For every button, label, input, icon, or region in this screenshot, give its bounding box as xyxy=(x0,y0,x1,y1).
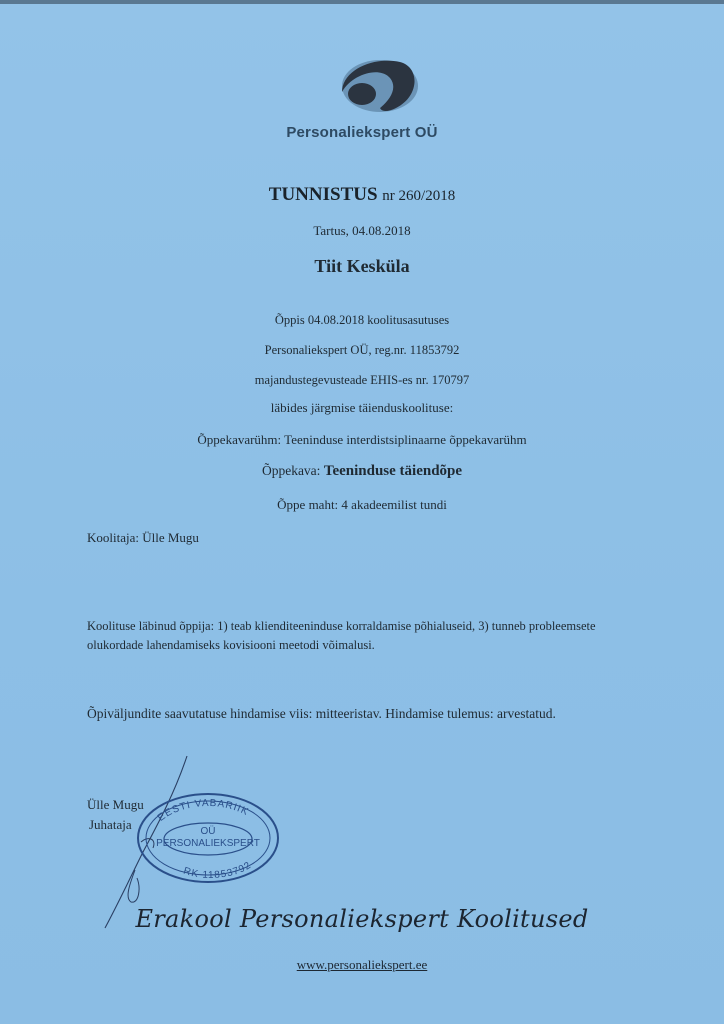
title-text: TUNNISTUS xyxy=(268,184,378,205)
recipient-name: Tiit Kesküla xyxy=(314,256,410,276)
place-date: Tartus, 04.08.2018 xyxy=(313,223,411,238)
stamp-middle-small: OÜ xyxy=(200,826,216,837)
study-volume: Õppe maht: 4 akadeemilist tundi xyxy=(277,497,447,512)
curriculum-label: Õppekava: xyxy=(261,463,321,478)
website-link[interactable]: www.personaliekspert.ee xyxy=(296,957,428,972)
curriculum-name: Teeninduse täiendõpe xyxy=(323,463,463,479)
trainer: Koolitaja: Ülle Mugu xyxy=(87,530,199,545)
company-logo-icon xyxy=(328,52,420,122)
ehis-line: majandustegevusteade EHIS-es nr. 170797 xyxy=(254,373,470,387)
training-intro: läbides järgmise täienduskoolituse: xyxy=(270,400,454,415)
certificate-number: nr 260/2018 xyxy=(382,188,456,204)
curriculum xyxy=(0,463,724,480)
learning-outcomes: Koolituse läbinud õppija: 1) teab klienditeeninduse korraldamise põhialuseid, 3) tunneb probleemsete olukordade lahendamiseks kovisiooni meetodi võimalusi. xyxy=(87,619,596,652)
company-stamp xyxy=(132,788,284,888)
institution-line: Personaliekspert OÜ, reg.nr. 11853792 xyxy=(264,343,460,357)
curriculum-group: Õppekavarühm: Teeninduse interdistsiplinaarne õppekavarühm xyxy=(197,432,527,447)
stamp-top-text: EESTI VABARIIK xyxy=(155,797,251,824)
signer-role: Juhataja xyxy=(89,817,132,832)
svg-text:RK 11853792 xyxy=(182,860,254,881)
stamp-middle-text: PERSONALIEKSPERT xyxy=(156,838,260,849)
company-name: Personaliekspert OÜ xyxy=(286,124,438,141)
paper-edge xyxy=(0,0,724,4)
certificate-title xyxy=(0,184,724,206)
study-line: Õppis 04.08.2018 koolitusasutuses xyxy=(274,313,450,327)
stamp-bottom-text: RK 11853792 xyxy=(181,859,254,881)
signer-name: Ülle Mugu xyxy=(87,797,144,812)
assessment: Õpiväljundite saavutatuse hindamise viis: mitteeristav. Hindamise tulemus: arvestatud. xyxy=(87,706,556,721)
school-name: Erakool Personaliekspert Koolitused xyxy=(135,905,589,933)
